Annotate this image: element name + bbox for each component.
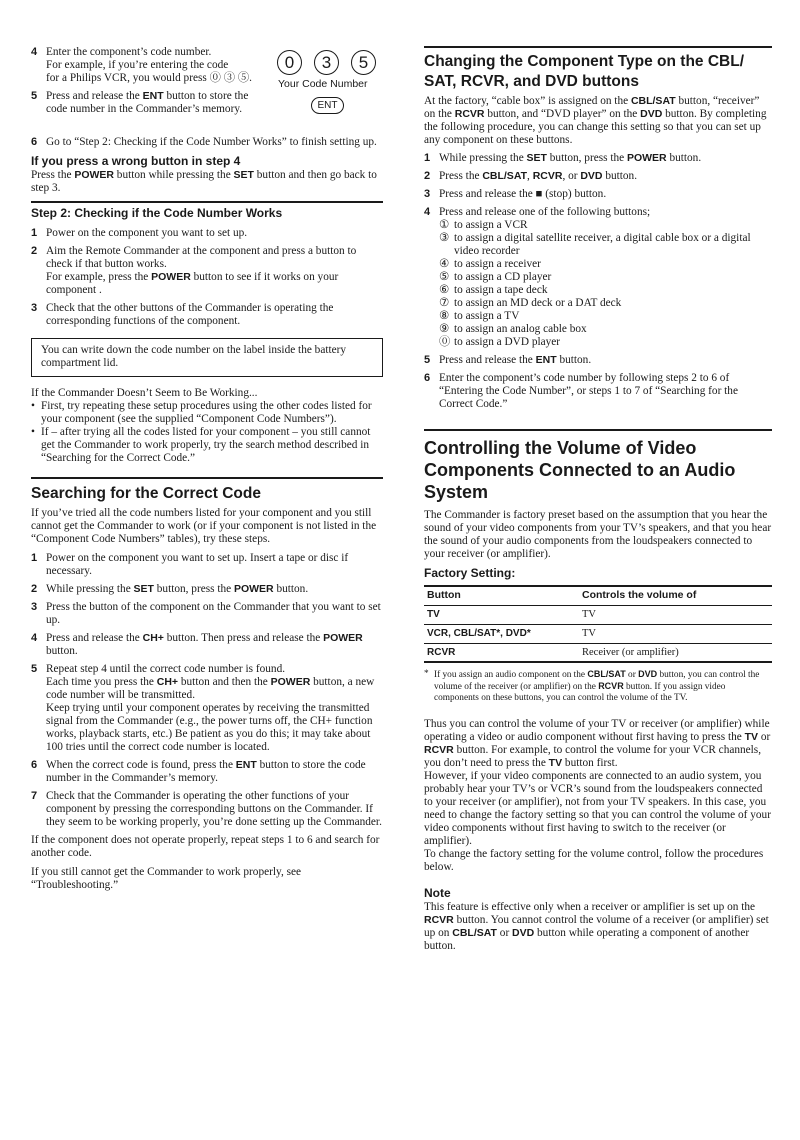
divider: [424, 46, 772, 48]
c-step-3: 3 Press and release the ■ (stop) button.: [424, 188, 607, 200]
digit-5-icon: 5: [351, 50, 376, 75]
c-step-2: 2 Press the CBL/SAT, RCVR, or DVD button.: [424, 170, 638, 182]
list-item: ⑦ to assign an MD deck or a DAT deck: [439, 297, 622, 309]
after-text-2: If you still cannot get the Commander to work properly, see “Troubleshooting.”: [31, 866, 302, 891]
list-item: ⑤ to assign a CD player: [439, 271, 552, 283]
note-text: This feature is effective only when a receiver or amplifier is set up on the RCVR button. You cannot control the volume of a receiver (or amplifier) set up on CBL/SAT or DVD button while operating a component of another button.: [424, 901, 769, 952]
c-step-6: 6 Enter the component’s code number by following steps 2 to 6 of “Entering the Code Number”, or steps 1 to 7 of “Searching for the Correct Code.”: [424, 372, 738, 410]
volume-intro: The Commander is factory preset based on the assumption that you hear the sound of your video components from your TV’s speakers, and that you hear the sound of your audio components from the loudspeakers connected to your receiver (or amplifier).: [424, 509, 772, 560]
table-footnote: * If you assign an audio component on the CBL/SAT or DVD button, you can control the volume of the receiver (or amplifier) on the RCVR button. If you assign video components on these buttons, you can control the volume of the TV.: [424, 669, 760, 703]
c-step-1: 1 While pressing the SET button, press the POWER button.: [424, 152, 702, 164]
left-column: [31, 46, 383, 892]
divider: [31, 477, 383, 479]
c-step-5: 5 Press and release the ENT button.: [424, 354, 592, 366]
step-4-line2: For example, if you’re entering the code: [46, 59, 229, 71]
assign-options: [439, 219, 772, 349]
divider: [424, 429, 772, 431]
digit-3-icon: 3: [314, 50, 339, 75]
not-working-heading: If the Commander Doesn’t Seem to Be Working...: [31, 387, 258, 399]
after-text-1: If the component does not operate properly, repeat steps 1 to 6 and search for another code.: [31, 834, 380, 859]
search-intro: If you’ve tried all the code numbers listed for your component and you still cannot get the Commander to work (or if your component is not listed in the “Component Code Numbers” tables), try these steps.: [31, 507, 377, 545]
sc-step-4: 4 Press and release the CH+ button. Then press and release the POWER button.: [31, 632, 363, 657]
wrong-button-text: Press the POWER button while pressing the SET button and then go back to step 3.: [31, 169, 377, 194]
your-code-number-label: Your Code Number: [278, 78, 368, 90]
factory-setting-table: [424, 585, 772, 663]
step-4: 4 Enter the component’s code number. For example, if you’re entering the code for a Philips VCR, you would press ⓪ ③ ⑤.: [31, 46, 261, 85]
list-item: ① to assign a VCR: [439, 219, 528, 231]
digit-8-icon: ⑧: [439, 310, 450, 322]
s2-step-2: 2 Aim the Remote Commander at the component and press a button to check if that button works. For example, press the POWER button to see if it works on your component .: [31, 245, 357, 296]
right-column: [424, 46, 772, 953]
enter-code-block: [31, 46, 383, 132]
digit-5-icon: ⑤: [439, 271, 450, 283]
table-row: TV TV: [424, 605, 772, 624]
table-header-row: Button Controls the volume of: [424, 586, 772, 605]
c-step-4: 4 Press and release one of the following buttons; ① to assign a VCR ③ to assign a digital satellite receiver, a digital cable box or a digital video recorder ④ to assign a receiver ⑤ to assign a CD player ⑥ to assign a tape deck ⑦ to assign an MD deck or a DAT deck ⑧ to assign a TV ⑨ to assign an analog cable box ⓪ to assign a DVD player: [424, 206, 772, 349]
digit-1-icon: ①: [439, 219, 450, 231]
list-item: ⑧ to assign a TV: [439, 310, 520, 322]
s2-step-1: 1 Power on the component you want to set up.: [31, 227, 248, 239]
step2-heading: Step 2: Checking if the Code Number Works: [31, 206, 283, 220]
factory-setting-heading: Factory Setting:: [424, 566, 516, 580]
wrong-button-heading: If you press a wrong button in step 4: [31, 154, 241, 168]
sc-step-1: 1 Power on the component you want to set up. Insert a tape or disc if necessary.: [31, 552, 349, 577]
digit-6-icon: ⑥: [439, 284, 450, 296]
bullet-item: • If – after trying all the codes listed for your component – you still cannot get the Commander to work properly, try the search method described in “Searching for the Correct Code.”: [31, 426, 383, 465]
table-row: RCVR Receiver (or amplifier): [424, 643, 772, 662]
sc-step-2: 2 While pressing the SET button, press the POWER button.: [31, 583, 309, 595]
sc-step-6: 6 When the correct code is found, press the ENT button to store the code number in the Commander’s memory.: [31, 759, 366, 784]
sc-step-5: 5 Repeat step 4 until the correct code number is found. Each time you press the CH+ button and then the POWER button, a new code number will be transmitted. Keep trying until your component operates by receiving the transmitted signal from the Commander (e.g., the power turns off, the CH+ function works, playback starts, etc.) Be patient as you do this; it may take about 100 tries until the correct code number is located.: [31, 663, 375, 753]
list-item: ⓪ to assign a DVD player: [439, 336, 561, 348]
table-row: VCR, CBL/SAT*, DVD* TV: [424, 624, 772, 643]
tip-box: You can write down the code number on the label inside the battery compartment lid.: [31, 338, 383, 377]
sc-step-3: 3 Press the button of the component on the Commander that you want to set up.: [31, 601, 381, 626]
s2-step-3: 3 Check that the other buttons of the Commander is operating the corresponding functions of the component.: [31, 302, 334, 327]
bullet-item: • First, try repeating these setup procedures using the other codes listed for your component (see the supplied “Component Code Numbers”).: [31, 400, 383, 426]
step-4-line1: Enter the component’s code number.: [46, 46, 212, 58]
note-heading: Note: [424, 886, 451, 900]
divider: [31, 201, 383, 203]
change-intro: At the factory, “cable box” is assigned on the CBL/SAT button, “receiver” on the RCVR button, and “DVD player” on the DVD button. By completing the following procedure, you can change this setting so that you can set up any component on these buttons.: [424, 95, 767, 146]
step-5: 5 Press and release the ENT button to store the code number in the Commander’s memory.: [31, 90, 249, 115]
sc-step-7: 7 Check that the Commander is operating the other functions of your component by pressing the corresponding buttons on the Commander. If they seem to be working properly, you’re done setting up the Commander.: [31, 790, 382, 828]
step-6: 6 Go to “Step 2: Checking if the Code Number Works” to finish setting up.: [31, 136, 377, 148]
search-heading: Searching for the Correct Code: [31, 485, 261, 502]
digit-3-icon: ③: [439, 232, 450, 244]
list-item: ⑥ to assign a tape deck: [439, 284, 548, 296]
thus-paragraph: Thus you can control the volume of your TV or receiver (or amplifier) while operating a video or audio component without first having to press the TV or RCVR button. For example, to control the volume for your VCR channels, you don’t need to press the TV button first.: [424, 718, 771, 769]
list-item: ⑨ to assign an analog cable box: [439, 323, 587, 335]
however-paragraph: However, if your video components are connected to an audio system, you probably hear your TV’s or VCR’s sound from the loudspeakers connected to your receiver (or amplifier), not from your TV speakers. In this case, you need to change the factory setting so that you can control the volume of your video components without first having to switch to the receiver (or amplifier).: [424, 770, 771, 847]
digit-9-icon: ⑨: [439, 323, 450, 335]
code-digits: [277, 50, 397, 114]
list-item: ③ to assign a digital satellite receiver, a digital cable box or a digital video recorder: [439, 232, 751, 257]
volume-heading: Controlling the Volume of Video Components Connected to an Audio System: [424, 438, 736, 502]
digit-0-icon: ⓪: [439, 336, 451, 348]
ent-button-icon: ENT: [311, 97, 344, 114]
digit-4-icon: ④: [439, 258, 450, 270]
digit-7-icon: ⑦: [439, 297, 450, 309]
list-item: ④ to assign a receiver: [439, 258, 541, 270]
change-type-heading: Changing the Component Type on the CBL/ SAT, RCVR, and DVD buttons: [424, 53, 745, 90]
digit-0-icon: 0: [277, 50, 302, 75]
step-4-line3: for a Philips VCR, you would press ⓪ ③ ⑤.: [46, 72, 252, 84]
stop-icon: ■: [535, 188, 543, 200]
tochange-paragraph: To change the factory setting for the volume control, follow the procedures below.: [424, 848, 764, 873]
